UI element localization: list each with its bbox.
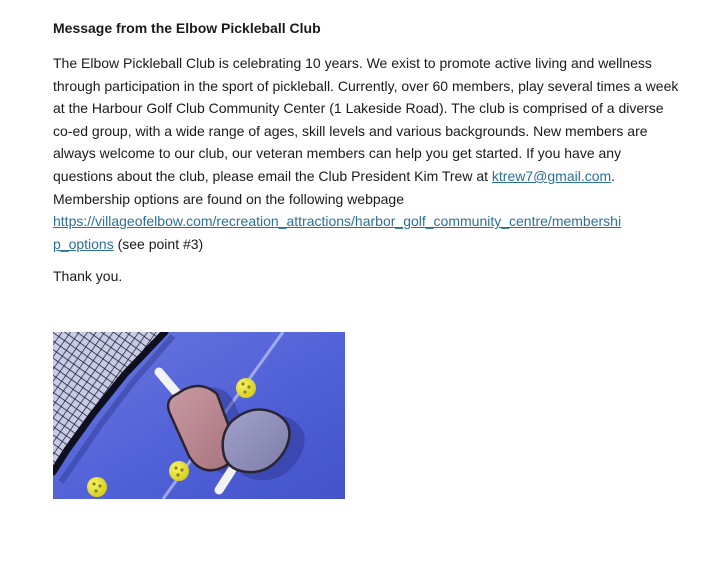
ball-top-right	[236, 378, 256, 398]
intro-paragraph	[53, 52, 683, 255]
email-link[interactable]: ktrew7@gmail.com	[491, 167, 612, 184]
paragraph-text-2: . Membership options are found on the following webpage	[53, 167, 616, 207]
pickleball-paddles-photo	[53, 332, 345, 499]
ball-middle	[169, 461, 189, 481]
document-title: Message from the Elbow Pickleball Club	[53, 20, 321, 36]
paragraph-text: The Elbow Pickleball Club is celebrating 10 years. We exist to promote active living and wellness through participation in the sport of pickleball. Currently, over 60 members, play several times a week at the Harbour Golf Club Community Center (1 Lakeside Road). The club is comprised of a diverse co-ed group, with a wide range of ages, skill levels and various backgrounds. New members are always welcome to our club, our veteran members can help you get started. If you have any questions about the club, please email the Club President Kim Trew at	[53, 55, 679, 184]
ball-bottom-left	[87, 477, 107, 497]
closing-text: Thank you.	[53, 268, 123, 284]
paragraph-text-3: (see point #3)	[113, 235, 204, 252]
membership-url-link[interactable]: https://villageofelbow.com/recreation_attractions/harbor_golf_community_centre/membershi	[53, 213, 622, 230]
membership-url-link-continued[interactable]: p_options	[53, 235, 114, 252]
